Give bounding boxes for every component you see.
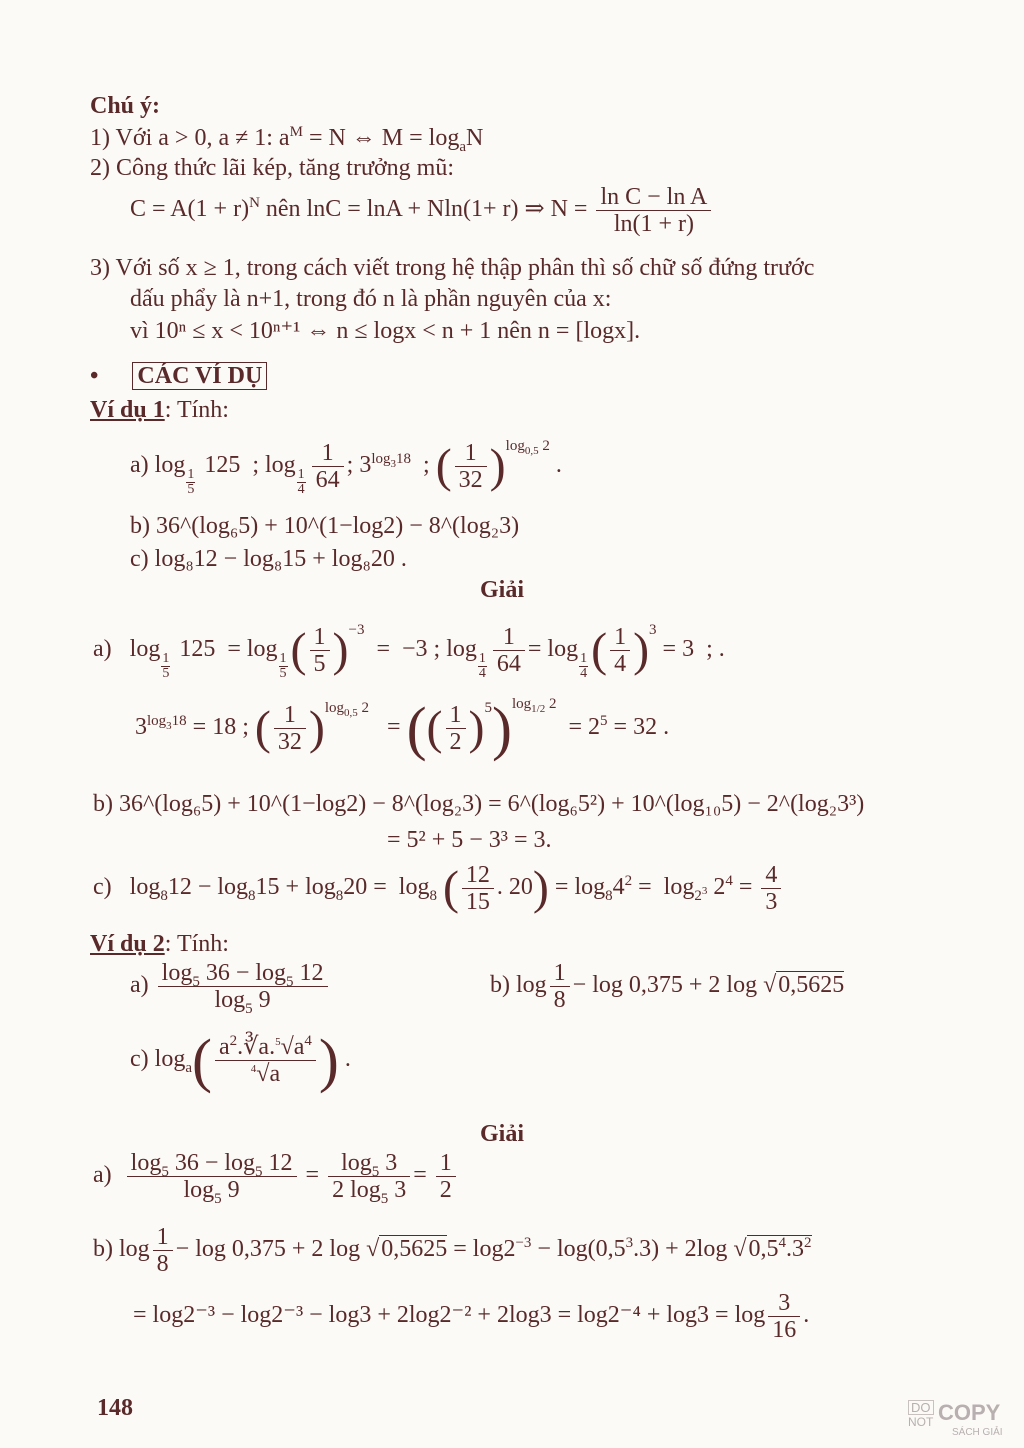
solution-2-title: Giải xyxy=(480,1121,525,1147)
solution-2-part-b-line-1: b) log $\frac{1}{8}$ − log 0,375 + 2 $\log √0,5625 = \log 2^{-3} - \log(0,5^3.3) + 2\log$ $√0,5^4.3^2$ xyxy=(93,1224,812,1277)
note-item-3-line-3: vì 10ⁿ ≤ x < 10ⁿ⁺¹ ⇔ n ≤ logx < n + 1 nên n = [logx]. xyxy=(130,318,641,344)
example-2-part-b: b) log $\frac{1}{8}$ − log 0,375 + 2 log √0,5625 xyxy=(490,960,845,1013)
solution-1-part-c: c) $\log_812 - \log_815 + \log_820 = \log_8$ ( $\frac{12}{15}$ . $20) = \log_84^2 = \log_{2^3} 2^4$ = $\frac{4}{3}$ xyxy=(93,862,784,922)
note-title: Chú ý: xyxy=(90,93,161,119)
page-number: 148 xyxy=(97,1395,133,1421)
example-1-part-a: a) log $\frac{1}{5}$ 125 ; log $\frac{1}{4}$ $\frac{1}{64}$ ; $3^{log_318}$ ; ( $\frac{1}{32}$ )$^{log_{0,5} 2}$ . xyxy=(130,438,562,497)
solution-2-part-b-line-2: = log2⁻³ − log2⁻³ − log3 + 2log2⁻² + 2log3 = log2⁻⁴ + log3 = log $\frac{3}{16}$ . xyxy=(133,1290,810,1343)
example-1-heading: Ví dụ 1: Tính: xyxy=(90,397,229,423)
solution-1-part-a-line-1: a) log $\frac{1}{5}$ 125 = log $\frac{1}{5}$ ( $\frac{1}{5}$ )$^{-3}$ = −3 ; log $\frac{1}{4}$ $\frac{1}{64}$ = log $\frac{1}{4}$ ( $\frac{1}{4}$ )$^3$ = 3 ; . xyxy=(93,622,725,681)
bullet-icon: • xyxy=(90,363,99,389)
example-1-part-c: c) log₈12 − log₈15 + log₈20 . xyxy=(130,546,407,572)
example-2-part-a: a) $\frac{\log_5 36 - \log_5 12}{\log_5 9}$ xyxy=(130,960,331,1020)
solution-1-part-b-line-2: = 5² + 5 − 3³ = 3. xyxy=(387,827,552,853)
note-item-3-line-1: 3) Với số x ≥ 1, trong cách viết trong hệ thập phân thì số chữ số đứng trước xyxy=(90,255,815,281)
section-title: CÁC VÍ DỤ xyxy=(132,362,267,390)
solution-2-part-a: a) $\frac{\log_5 36 - \log_5 12}{\log_5 9}$ = $\frac{\log_5 3}{2 \log_5 3}$ = $\frac{1}{2}$ xyxy=(93,1150,459,1214)
example-2-part-c: c) $\log_a$( $\frac{a^2.∛a.^5√a^4}{^4√a}$ ) . xyxy=(130,1027,351,1094)
solution-1-title: Giải xyxy=(480,577,525,603)
watermark-logo: DO NOT COPY SÁCH GIẢI xyxy=(908,1400,1003,1438)
example-2-heading: Ví dụ 2: Tính: xyxy=(90,931,229,957)
note-item-2-formula: $C = A(1 + r)^N$ nên lnC = lnA + Nln(1+ r) ⇒ N = $\frac{\text{ln C − ln A}}{\ln(1 + r)}$ xyxy=(130,184,714,237)
section-heading xyxy=(90,362,267,390)
note-item-1: 1) Với a > 0, a ≠ 1: $a^M = N$ ⇔ $M = \log_aN$ xyxy=(90,124,484,155)
note-item-3-line-2: dấu phẩy là n+1, trong đó n là phần nguyên của x: xyxy=(130,286,612,312)
solution-1-part-a-line-2: $3^{log_318} = 18$ ; ( $\frac{1}{32}$ )$^{log_{0,5} 2}$ = (( $\frac{1}{2}$ )$^5)^{log_{1/2} 2} = 2^5 = 32$ . xyxy=(135,695,670,762)
example-1-part-b: b) 36^(log₆5) + 10^(1−log2) − 8^(log₂3) xyxy=(130,513,520,539)
solution-1-part-b-line-1: b) 36^(log₆5) + 10^(1−log2) − 8^(log₂3) = 6^(log₆5²) + 10^(log₁₀5) − 2^(log₂3³) xyxy=(93,791,865,817)
note-item-2: 2) Công thức lãi kép, tăng trưởng mũ: xyxy=(90,155,454,181)
